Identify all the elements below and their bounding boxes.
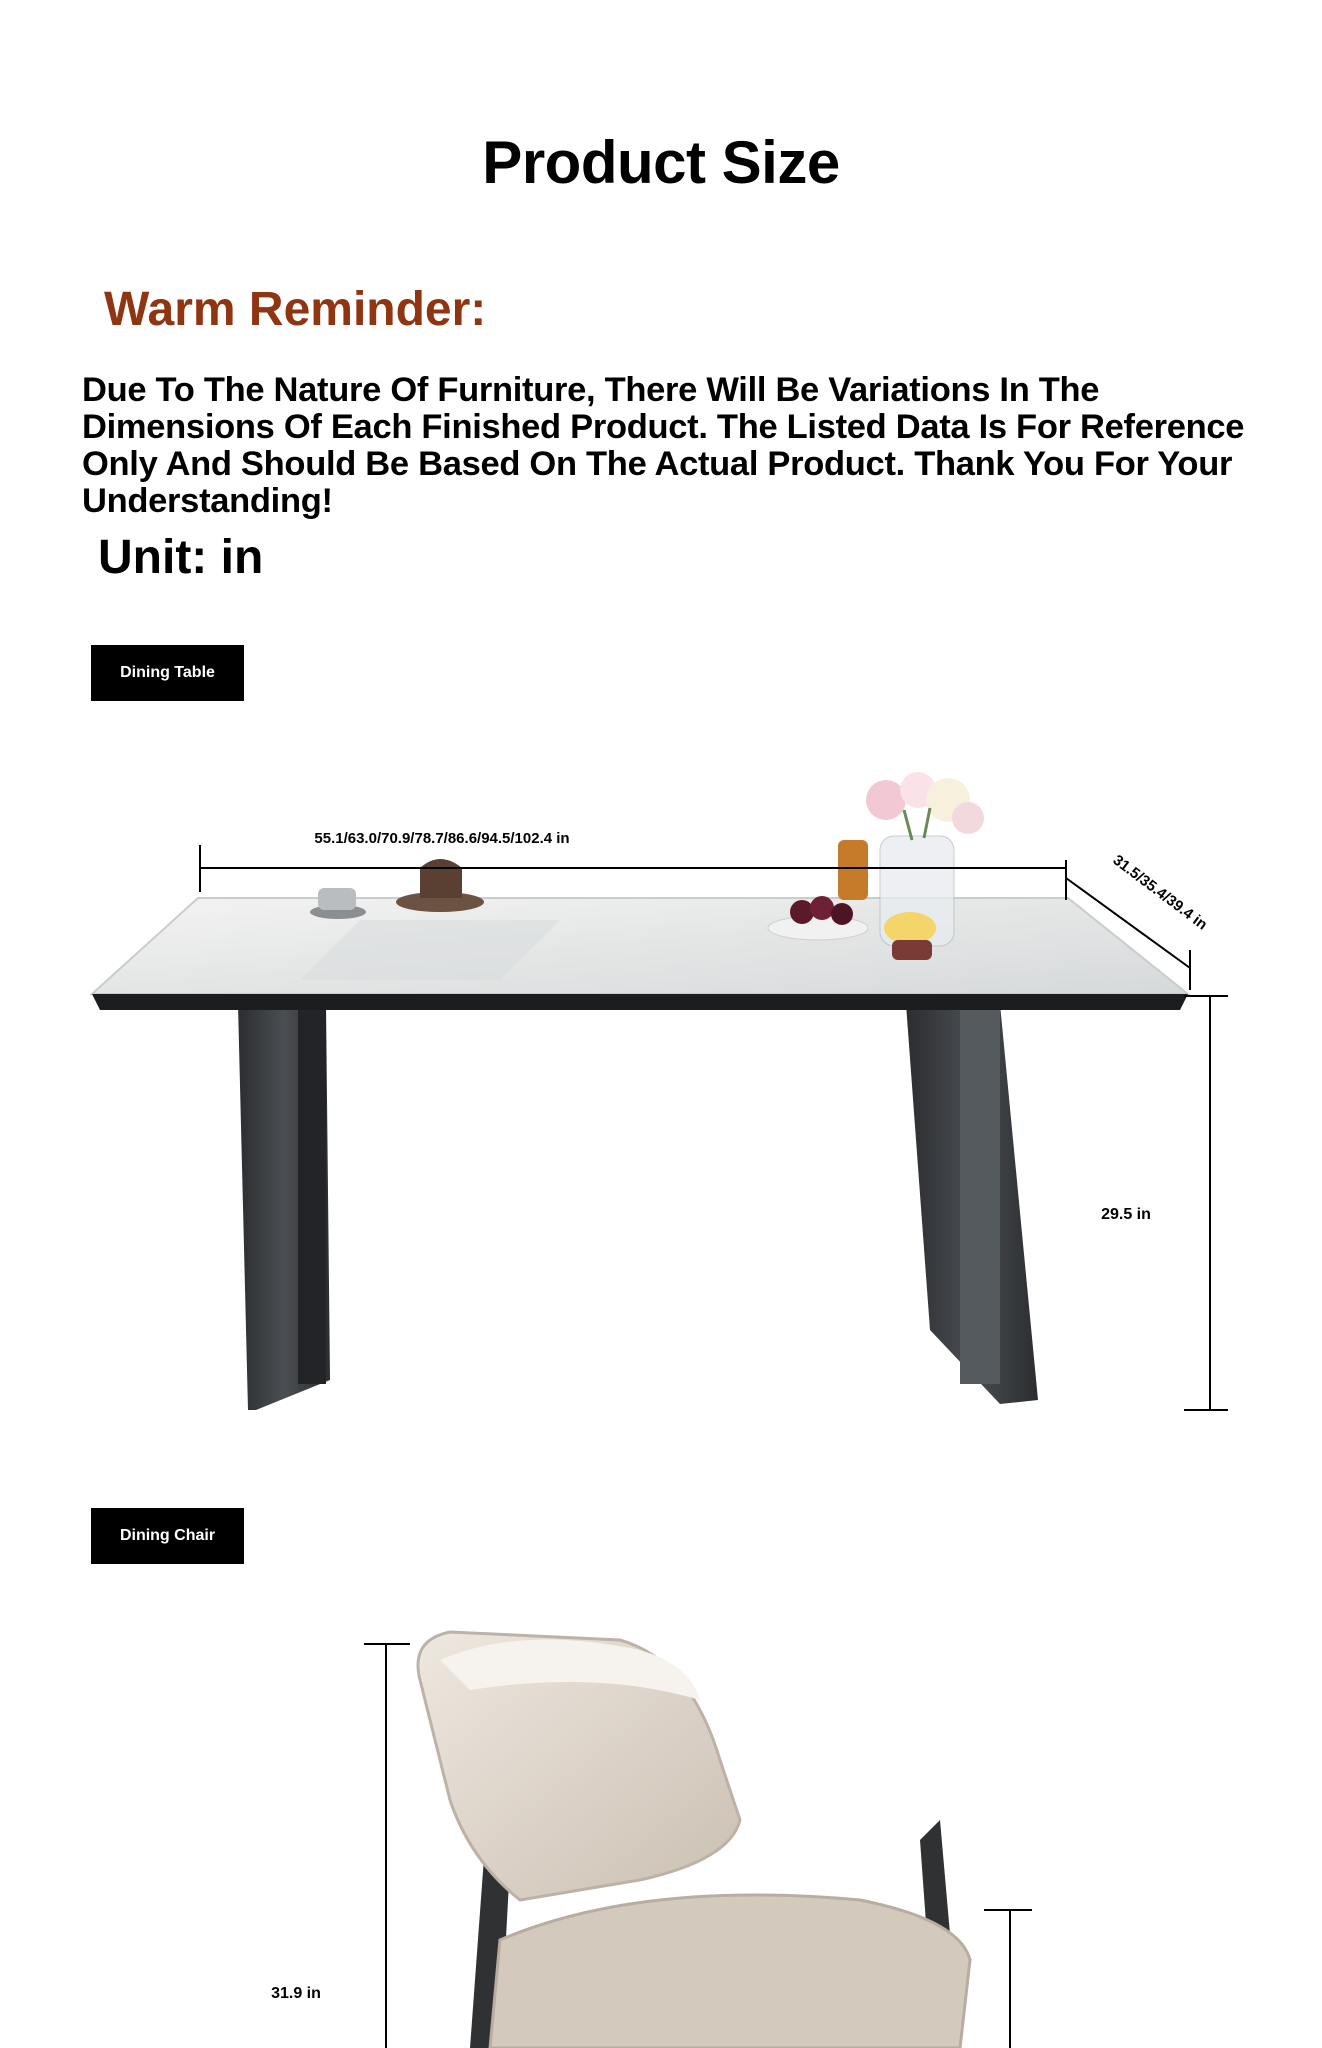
unit-label: Unit: in bbox=[98, 531, 264, 584]
table-height-dimension bbox=[1184, 996, 1228, 1410]
table-height-label: 29.5 in bbox=[1101, 1206, 1151, 1223]
dining-table-tag: Dining Table bbox=[91, 645, 244, 701]
table-legs bbox=[238, 1004, 1038, 1410]
page-title: Product Size bbox=[482, 129, 840, 196]
table-top bbox=[92, 898, 1188, 1010]
reminder-text: Due To The Nature Of Furniture, There Will Be Variations In The Dimensions Of Each Finished Product. The Listed Data Is For Reference Only And Should Be Based On The Actual Product. Thank You For Your Understanding! bbox=[82, 371, 1245, 520]
chair-seat-height-dimension bbox=[984, 1910, 1032, 2048]
table-length-label: 55.1/63.0/70.9/78.7/86.6/94.5/102.4 in bbox=[314, 830, 570, 847]
reminder-heading: Warm Reminder: bbox=[104, 283, 487, 336]
table-depth-label: 31.5/35.4/39.4 in bbox=[1109, 851, 1211, 934]
chair-height-dimension bbox=[364, 1644, 410, 2048]
dining-chair-tag: Dining Chair bbox=[91, 1508, 244, 1564]
chair-height-label: 31.9 in bbox=[271, 1985, 321, 2002]
chair-illustration bbox=[418, 1632, 970, 2048]
